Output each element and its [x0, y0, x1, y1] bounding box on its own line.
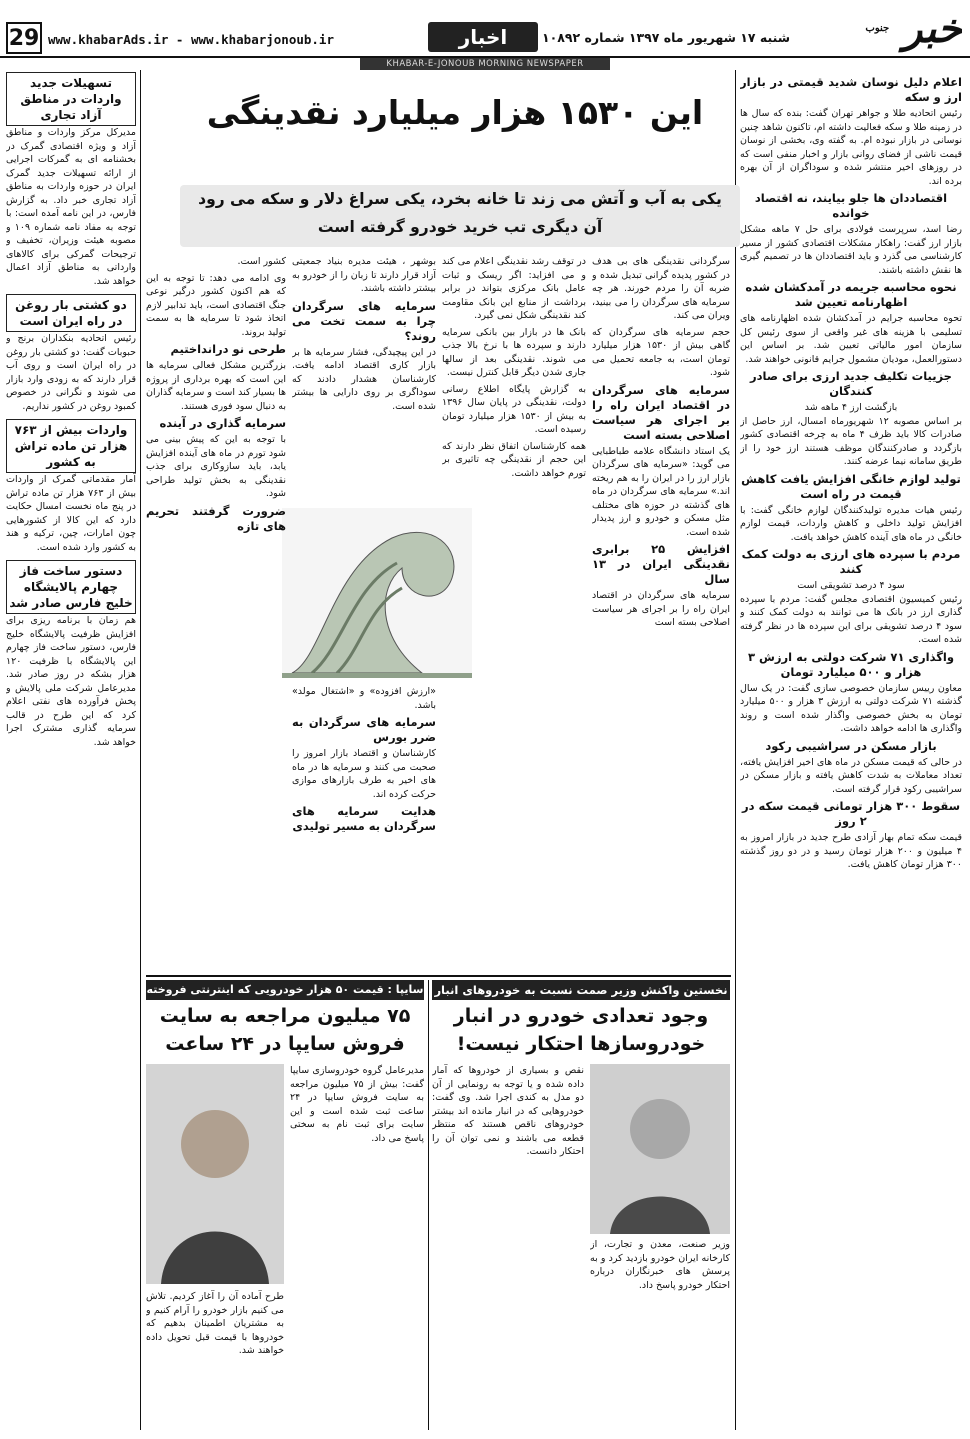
article-body-col	[432, 1064, 584, 1428]
article-body: معاون رییس سازمان خصوصی سازی گفت: در یک سال گذشته ۷۱ شرکت دولتی به ارزش ۳ هزار و ۵۰۰ میلیارد تومان به بخش خصوصی واگذار شده است و روند واگذاری ها ادامه خواهد داشت.	[740, 682, 962, 734]
article-kicker: سایپا : قیمت ۵۰ هزار خودرویی که اینترنتی فروخته	[146, 980, 424, 1000]
left-sidebar	[6, 72, 136, 1427]
article-paragraph: سرگردانی نقدینگی های بی هدف در کشور پدیده گرانی تبدیل شده و ضربه آن را مردم خورند. هر چه سرمایه های سرگردان را می بینید، ویران می کند.	[592, 256, 730, 321]
main-subheadline-box	[180, 185, 740, 247]
article-paragraph: کشور است.	[237, 256, 286, 267]
ceo-photo	[146, 1064, 284, 1284]
article-subhead: سرمایه های سرگردان در اقتصاد ایران راه را بر اجرای هر سیاست اصلاحی بسته است	[592, 382, 730, 442]
article-subhead: ضرورت گرفتند تحریم های تازه	[146, 503, 286, 533]
article-subtitle: سود ۴ درصد تشویقی است	[797, 580, 905, 591]
article-paragraph: یک استاد دانشگاه علامه طباطبایی می گوید: «سرمایه های سرگردان بازار ارز را در ایران را به هم ریخته اند.» سرمایه های سرگردان در ماه های گذشته در حوزه های مختلف مثل مسکن و خودرو و ارز پدیدار شده است.	[592, 445, 730, 538]
main-article-col-3b	[292, 685, 436, 975]
article-body-col	[146, 1290, 284, 1428]
article-body: رضا اسد، سرپرست فولادی برای حل ۷ ماهه مشکل بازار ارز گفت: راهکار مشکلات اقتصادی کشور از مسیر کارشناسی می گذرد و باید اقتصاددان ها در تصمیم گیری ها نقش داشته باشند.	[740, 224, 962, 276]
newspaper-logo[interactable]: خبر $^{جنوب}$	[865, 5, 962, 52]
article-paragraph: مدیرعامل گروه خودروسازی سایپا گفت: بیش از ۷۵ میلیون مراجعه به سایت فروش سایپا در ۲۴ ساعت ثبت شده است و این سایت برای ثبت نام به سختی پاسخ می داد.	[290, 1065, 424, 1144]
article-title: مردم با سپرده های ارزی به دولت کمک کنند	[741, 547, 961, 576]
sidebar-body: هم زمان با برنامه ریزی برای افزایش ظرفیت پالایشگاه خلیج فارس، دستور ساخت فاز چهارم این پالایشگاه با ظرفیت ۱۲۰ هزار بشکه در روز صادر شد. مدیرعامل شرکت ملی پالایش و پخش فرآورده های نفتی اعلام کرد که این طرح در قالب سرمایه گذاری مشترک اجرا خواهد شد.	[6, 615, 136, 748]
article-paragraph: در این پیچیدگی، فشار سرمایه ها بر بازار کاری اقتصاد ادامه یافت. کارشناسان هشدار دادند که سوداگری بر روی دارایی ها بیشتر شده است.	[292, 346, 436, 412]
article-title: واگذاری ۷۱ شرکت دولتی به ارزش ۳ هزار و ۵۰۰ میلیارد تومان	[748, 649, 954, 679]
portrait-placeholder-icon	[590, 1064, 730, 1234]
article-body: رئیس هیات مدیره تولیدکنندگان لوازم خانگی گفت: با افزایش تولید داخلی و کاهش واردات، قیمت لوازم خانگی در ماه های آینده کاهش خواهد یافت.	[740, 504, 962, 543]
article-subhead: سرمایه های سرگردان به ضرر بورس	[292, 715, 436, 744]
article-subtitle: بازگشت ارز ۴ ماهه شد	[804, 402, 898, 413]
sidebar-body: مدیرکل مرکز واردات و مناطق آزاد و ویژه اقتصادی گمرک در بخشنامه ای به گمرکات اجرایی از ارائه تسهیلات جدید گمرک ایران در حوزه واردات به مناطق آزاد تجاری خبر داد. به گزارش فارس، در این نامه آمده است: با توجه به مفاد نامه شماره ۱۰۹ و مصوبه هیئت وزیران، تخفیف و ترجیحات گمرکی برای کالاهای وارداتی به مناطق آزاد اعمال خواهد شد.	[6, 127, 136, 287]
sidebar-title: دو کشتی بار روغن در راه ایران است	[6, 294, 136, 332]
sidebar-title: تسهیلات جدید واردات در مناطق آزاد تجاری	[6, 72, 136, 126]
article-paragraph: طرح آماده آن را آغاز کردیم. تلاش می کنیم بازار خودرو را آرام کنیم و به مشتریان اطمینان بدهیم که خودروها با قیمت قبل تحویل داده خواهند شد.	[146, 1291, 284, 1356]
main-article-col-3	[292, 255, 436, 505]
article-title: جزییات تکلیف جدید ارزی برای صادر کنندگان	[750, 369, 952, 398]
article-title: تولید لوازم خانگی افزایش یافت کاهش قیمت در راه است	[741, 471, 961, 501]
article-paragraph: بانک ها در بازار بین بانکی سرمایه دارند و سپرده ها با نرخ بالا جذب می شوند. نقدینگی بعد از سالها جاری شدن دیگر قابل کنترل نیست.	[442, 326, 586, 378]
sidebar-title: دستور ساخت فاز چهارم پالایشگاه خلیج فارس صادر شد	[6, 560, 136, 614]
section-title: اخبار	[428, 22, 538, 52]
column-rule	[735, 70, 736, 1430]
minister-photo	[590, 1064, 730, 1234]
website-urls[interactable]: www.khabarAds.ir - www.khabarjonoub.ir	[48, 32, 334, 47]
main-subheadline-1: یکی به آب و آتش می زند تا خانه بخرد، یکی سراغ دلار و سکه می رود	[198, 190, 722, 208]
portrait-placeholder-icon	[146, 1064, 284, 1284]
article-paragraph: بوشهر ، هیئت مدیره بنیاد جمعیتی آزاد قرار دارند تا زبان را از خودرو به بیشتر داشته باشند.	[292, 256, 436, 294]
article-paragraph: نقص و بسیاری از خودروها که آمار داده شده و یا توجه به رونمایی از آن دو مدل به کندی اجرا شد. وی گفت: خودروهایی که در انبار مانده اند بیشتر خودروهای ناقص هستند که منتظر قطعه می باشند و نمی توان آن را احتکار دانست.	[432, 1065, 584, 1157]
article-title: بازار مسکن در سراشیبی رکود	[765, 738, 937, 753]
wave-graphic	[282, 508, 472, 678]
article-body: تحوه محاسبه جرایم در آمدکشان شده اظهارنامه های تسلیمی با هزینه های غیر واقعی از سوی رئیس کل سازمان امور مالیاتی تعیین شد. بر اساس این دستورالعمل، مودیان مشمول جرایم قانونی خواهند شد.	[740, 313, 962, 365]
main-article-col-1	[592, 255, 730, 975]
article-body-col	[290, 1064, 424, 1428]
article-headline: ۷۵ میلیون مراجعه به سایت فروش سایپا در ۲۴ ساعت	[159, 1005, 411, 1055]
article-paragraph: بزرگترین مشکل فعالی سرمایه ها این است که بهره برداری از پروژه ها بسیار کند است و سرمایه گذاران به دنبال سود فوری هستند.	[146, 360, 286, 412]
article-title: سقوط ۳۰۰ هزار تومانی قیمت سکه در ۲ روز	[741, 799, 961, 828]
article-paragraph: سرمایه های سرگردان در اقتصاد ایران راه را بر اجرای هر سیاست اصلاحی بسته است	[592, 590, 730, 628]
article-subhead: سرمایه گذاری در آینده	[159, 416, 286, 430]
masthead	[0, 0, 970, 58]
money-wave-illustration	[282, 508, 472, 678]
section-rule	[146, 975, 731, 977]
issue-dateline: شنبه ۱۷ شهریور ماه ۱۳۹۷ شماره ۱۰۸۹۲	[542, 30, 790, 45]
main-subheadline-2: آن دیگری تب خرید خودرو گرفته است	[317, 218, 603, 236]
article-title: اعلام دلیل نوسان شدید قیمتی در بازار ارز و سکه	[740, 75, 962, 104]
sidebar-title: واردات بیش از ۷۶۳ هزار تن ماده تراش به کشور	[6, 419, 136, 473]
article-body: در حالی که قیمت مسکن در ماه های اخیر افزایش یافته، تعداد معاملات به شدت کاهش یافته و بازار مسکن در سراشیبی رکود قرار گرفته است.	[740, 756, 962, 795]
column-rule	[428, 980, 429, 1430]
main-article-col-4	[146, 255, 286, 975]
article-paragraph: حجم سرمایه های سرگردان که گاهی بیش از ۱۵۳۰ هزار میلیارد تومان است، به جامعه تحمیل می شود.	[592, 326, 730, 378]
sidebar-body: آمار مقدماتی گمرک از واردات بیش از ۷۶۳ هزار تن ماده تراش در پنج ماه نخست امسال حکایت دارد که این کالا از کشورهایی چون امارات، چین، ترکیه و هند به کشور وارد شده است.	[6, 474, 136, 553]
article-subhead: افزایش ۲۵ برابری نقدینگی ایران در ۱۳ سال	[592, 542, 730, 586]
article-subhead: طرحی نو درانداختیم	[170, 342, 286, 356]
article-paragraph: وزیر صنعت، معدن و تجارت، از کارخانه ایران خودرو بازدید کرد و به پرسش های خبرنگاران درباره احتکار خودرو پاسخ داد.	[590, 1239, 730, 1291]
article-body: رئیس اتحادیه طلا و جواهر تهران گفت: بنده که سال ها در زمینه طلا و سکه فعالیت داشته ام، تاکنون شاهد چنین نوسانی در بازار نبوده ام. به گفته وی، بخشی از نوسان قیمت ناشی از فضای روانی بازار و اخبار منفی است که در روزهای اخیر منتشر شده و سوداگران از آن بهره برده اند.	[740, 108, 962, 187]
article-paragraph: به گزارش پایگاه اطلاع رسانی دولت، نقدینگی در پایان سال ۱۳۹۶ به بیش از ۱۵۳۰ هزار میلیارد تومان رسیده است.	[442, 383, 586, 435]
article-body-col	[590, 1238, 730, 1428]
article-paragraph: همه کارشناسان اتفاق نظر دارند که این حجم از نقدینگی چه تاثیری بر تورم خواهد داشت.	[442, 440, 586, 479]
article-subhead: هدایت سرمایه های سرگردان به مسیر تولیدی	[292, 804, 436, 833]
article-body: بر اساس مصوبه ۱۲ شهریورماه امسال، ارز حاصل از صادرات کالا باید ظرف ۴ ماه به چرخه اقتصادی کشور بازگردد و صادرکنندگان موظف هستند ارز خود را از طریق سامانه نیما عرضه کنند.	[740, 415, 962, 467]
article-body: قیمت سکه تمام بهار آزادی طرح جدید در بازار امروز به ۴ میلیون و ۲۰۰ هزار تومان رسید و در دو روز گذشته ۳۰۰ هزار تومان کاهش یافت.	[740, 832, 962, 870]
article-subhead: سرمایه های سرگردان چرا به سمت تخت می روند؟	[292, 298, 436, 343]
article-paragraph: کارشناسان و اقتصاد بازار امروز را صحبت می کنند و سرمایه ها در ماه های اخیر به طرف بازارهای موازی حرکت کرده اند.	[292, 748, 436, 800]
article-body: رئیس کمیسیون اقتصادی مجلس گفت: مردم با سپرده گذاری ارز در بانک ها می توانند به دولت کمک کنند و سود ۴ درصد تشویقی برای این سپرده ها در نظر گرفته شده است.	[740, 593, 962, 645]
right-news-column	[740, 72, 962, 1427]
sidebar-body: رئیس اتحادیه بنکداران برنج و حبوبات گفت: دو کشتی بار روغن در راه ایران است و روی آب قرار دارند که به زودی وارد بازار می شوند و نگرانی در خصوص کمبود روغن در کشور نداریم.	[6, 333, 136, 412]
article-headline: وجود تعدادی خودرو در انبار خودروسازها احتکار نیست!	[453, 1005, 709, 1055]
article-paragraph: وی ادامه می دهد: تا توجه به این که هم اکنون کشور درگیر نوعی جنگ اقتصادی است، باید تدابیر لازم اتخاذ شود تا سرمایه ها به سمت تولید بروند.	[146, 272, 286, 338]
article-paragraph: در توقف رشد نقدینگی اعلام می کند و می افزاید: اگر ریسک و ثبات عامل بانک مرکزی بتواند در برابر برداشت از منابع این بانک مقاومت کند نقدینگی شکل نمی گیرد.	[442, 256, 586, 321]
column-rule	[140, 70, 141, 1430]
main-headline: این ۱۵۳۰ هزار میلیارد نقدینگی	[206, 93, 704, 132]
article-kicker: نخستین واکنش وزیر صمت نسبت به خودروهای انبار	[432, 980, 730, 1000]
wave-caption: «ارزش افزوده» و «اشتغال مولد» باشد.	[292, 686, 436, 711]
page-number: 29	[6, 22, 42, 54]
article-title: اقتصاددان ها جلو بیایند، نه اقتصاد خوانده	[754, 191, 948, 220]
article-title: نحوه محاسبه جریمه در آمدکشان شده اظهارنامه تعیین شد	[745, 280, 957, 309]
article-paragraph: با توجه به این که پیش بینی می شود تورم در ماه های آینده افزایش یابد، باید سازوکاری برای جذب نقدینگی به بخش تولید طراحی شود.	[146, 434, 286, 499]
english-strip: KHABAR-E-JONOUB MORNING NEWSPAPER	[360, 58, 610, 70]
